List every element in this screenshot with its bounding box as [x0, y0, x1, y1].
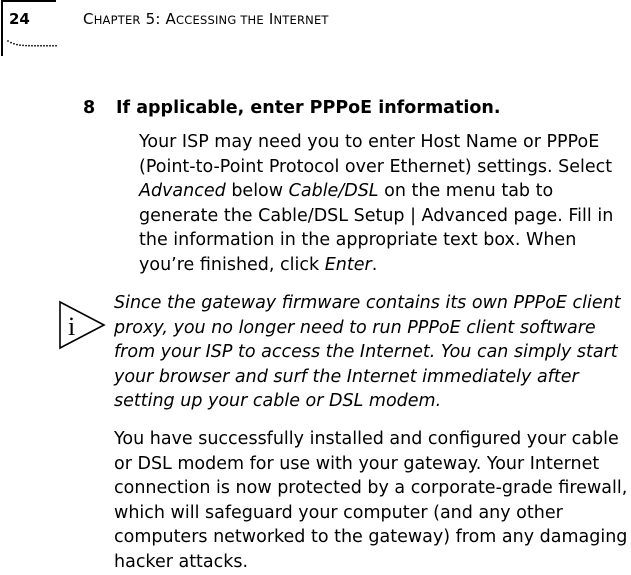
step-line: Your ISP may need you to enter Host Name or PPPoE	[139, 132, 600, 152]
step-line: you’re finished, click Enter.	[139, 254, 378, 275]
page-number: 24	[9, 10, 30, 28]
header-rule-horizontal	[1, 0, 56, 2]
step-body	[139, 130, 629, 278]
note-line: Since the gateway firmware contains its own PPPoE client	[114, 293, 621, 313]
step-heading	[83, 98, 501, 118]
note-line: your browser and surf the Internet immediately after	[114, 366, 579, 387]
note-line: setting up your cable or DSL modem.	[114, 391, 442, 412]
step-line: Advanced below Cable/DSL on the menu tab to	[139, 181, 554, 202]
conclusion-line: connection is now protected by a corporate-grade firewall,	[114, 478, 628, 499]
chapter-title: CHAPTER 5: ACCESSING THE INTERNET	[83, 10, 329, 28]
step-line: (Point-to-Point Protocol over Ethernet) settings. Select	[139, 156, 613, 177]
conclusion-line: or DSL modem for use with your gateway. Your Internet	[114, 453, 600, 474]
step-line: the information in the appropriate text box. When	[139, 230, 577, 251]
step-number: 8	[83, 98, 96, 118]
header-rule-vertical	[1, 0, 3, 56]
step-line: generate the Cable/DSL Setup | Advanced page. Fill in	[139, 205, 614, 226]
note-line: from your ISP to access the Internet. You can simply start	[114, 342, 618, 363]
note-line: proxy, you no longer need to run PPPoE client software	[114, 317, 596, 338]
conclusion-paragraph	[114, 427, 630, 575]
info-icon	[58, 300, 106, 350]
svg-text:i: i	[68, 312, 76, 341]
step-heading-text: If applicable, enter PPPoE information.	[116, 98, 501, 118]
conclusion-line: which will safeguard your computer (and any other	[114, 502, 563, 523]
header-dotted-curve	[6, 38, 58, 48]
note-text	[114, 291, 630, 414]
conclusion-line: computers networked to the gateway) from any damaging	[114, 527, 628, 548]
conclusion-line: You have successfully installed and configured your cable	[114, 429, 619, 449]
conclusion-line: hacker attacks.	[114, 551, 249, 572]
